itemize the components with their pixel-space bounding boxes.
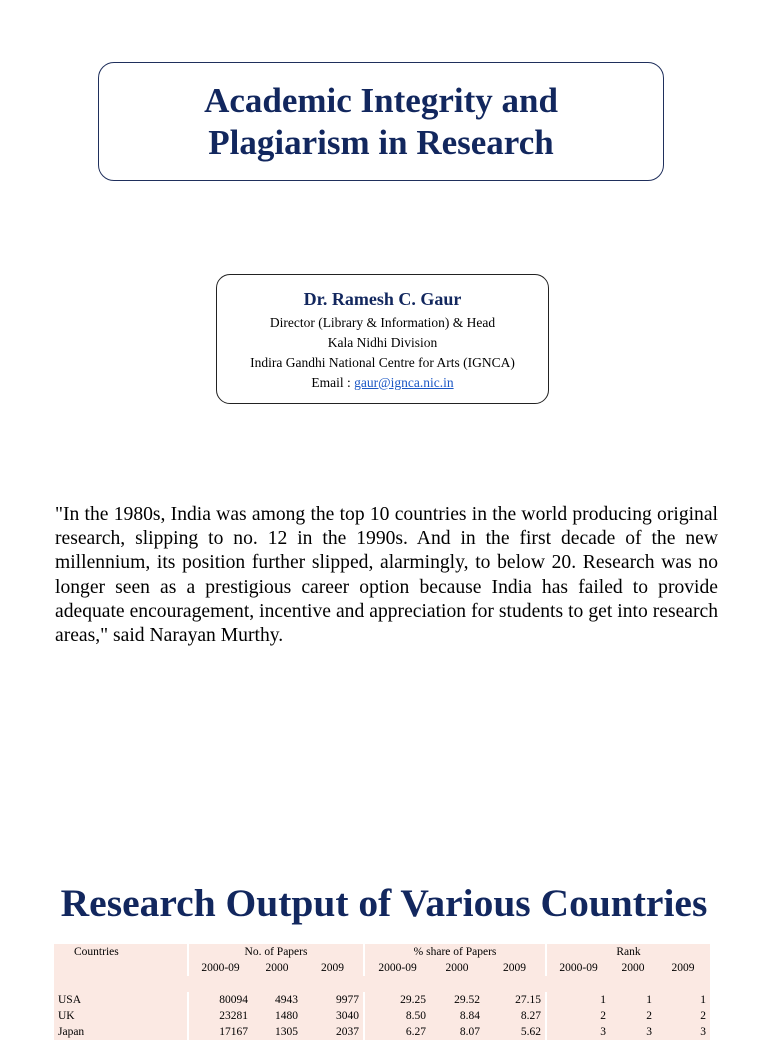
section-title: Research Output of Various Countries	[60, 881, 708, 925]
year-header-blank	[54, 960, 188, 976]
author-position: Director (Library & Information) & Head	[269, 314, 496, 330]
value-cell: 2	[656, 1008, 710, 1024]
papers-group-header: No. of Papers	[188, 944, 364, 960]
country-cell: UK	[54, 1008, 188, 1024]
year-header: 2000	[252, 960, 302, 976]
share-group-header: % share of Papers	[364, 944, 546, 960]
value-cell: 1	[546, 992, 610, 1008]
year-header: 2009	[484, 960, 546, 976]
author-info-box	[216, 274, 549, 404]
value-cell: 9977	[302, 992, 364, 1008]
author-institution: Indira Gandhi National Centre for Arts (IGNCA)	[250, 354, 515, 370]
author-division: Kala Nidhi Division	[327, 334, 438, 350]
value-cell: 5.62	[484, 1024, 546, 1040]
rank-group-header: Rank	[546, 944, 710, 960]
quote-paragraph	[55, 503, 718, 648]
value-cell: 2	[610, 1008, 656, 1024]
table-year-header-row	[54, 960, 710, 976]
value-cell: 8.50	[364, 1008, 430, 1024]
year-header: 2000	[430, 960, 484, 976]
value-cell: 2037	[302, 1024, 364, 1040]
year-header: 2000-09	[364, 960, 430, 976]
email-link[interactable]: gaur@ignca.nic.in	[354, 374, 454, 390]
author-name: Dr. Ramesh C. Gaur	[303, 288, 462, 309]
value-cell: 1	[656, 992, 710, 1008]
value-cell: 1305	[252, 1024, 302, 1040]
research-output-table-wrap	[54, 944, 710, 1038]
value-cell: 29.25	[364, 992, 430, 1008]
year-header: 2009	[302, 960, 364, 976]
value-cell: 4943	[252, 992, 302, 1008]
table-spacer-row	[54, 976, 710, 992]
year-header: 2000-09	[546, 960, 610, 976]
value-cell: 8.07	[430, 1024, 484, 1040]
table-group-header-row	[54, 944, 710, 960]
value-cell: 23281	[188, 1008, 252, 1024]
author-email-line	[311, 373, 453, 393]
value-cell: 3040	[302, 1008, 364, 1024]
countries-header: Countries	[54, 944, 188, 960]
value-cell: 80094	[188, 992, 252, 1008]
value-cell: 6.27	[364, 1024, 430, 1040]
value-cell: 1	[610, 992, 656, 1008]
year-header: 2009	[656, 960, 710, 976]
country-cell: Japan	[54, 1024, 188, 1040]
year-header: 2000-09	[188, 960, 252, 976]
year-header: 2000	[610, 960, 656, 976]
email-label: Email :	[311, 374, 355, 390]
presentation-title-line-1: Academic Integrity and	[204, 80, 558, 120]
value-cell: 3	[610, 1024, 656, 1040]
value-cell: 17167	[188, 1024, 252, 1040]
table-row	[54, 992, 710, 1008]
table-row	[54, 1008, 710, 1024]
value-cell: 8.84	[430, 1008, 484, 1024]
research-output-table	[54, 944, 710, 1040]
value-cell: 8.27	[484, 1008, 546, 1024]
value-cell: 29.52	[430, 992, 484, 1008]
value-cell: 27.15	[484, 992, 546, 1008]
value-cell: 1480	[252, 1008, 302, 1024]
value-cell: 3	[656, 1024, 710, 1040]
country-cell: USA	[54, 992, 188, 1008]
value-cell: 3	[546, 1024, 610, 1040]
table-row	[54, 1024, 710, 1040]
presentation-title-box	[98, 62, 664, 181]
quote-text: "In the 1980s, India was among the top 10 countries in the world producing original research, slipping to no. 12 in the 1990s. And in the first decade of the new millennium, its position further slipped, alarmingly, to below 20. Research was no longer seen as a prestigious career option because India has failed to provide adequate encouragement, incentive and appreciation for students to get into research areas," said Narayan Murthy.	[55, 504, 718, 647]
value-cell: 2	[546, 1008, 610, 1024]
presentation-title-line-2: Plagiarism in Research	[208, 122, 554, 162]
